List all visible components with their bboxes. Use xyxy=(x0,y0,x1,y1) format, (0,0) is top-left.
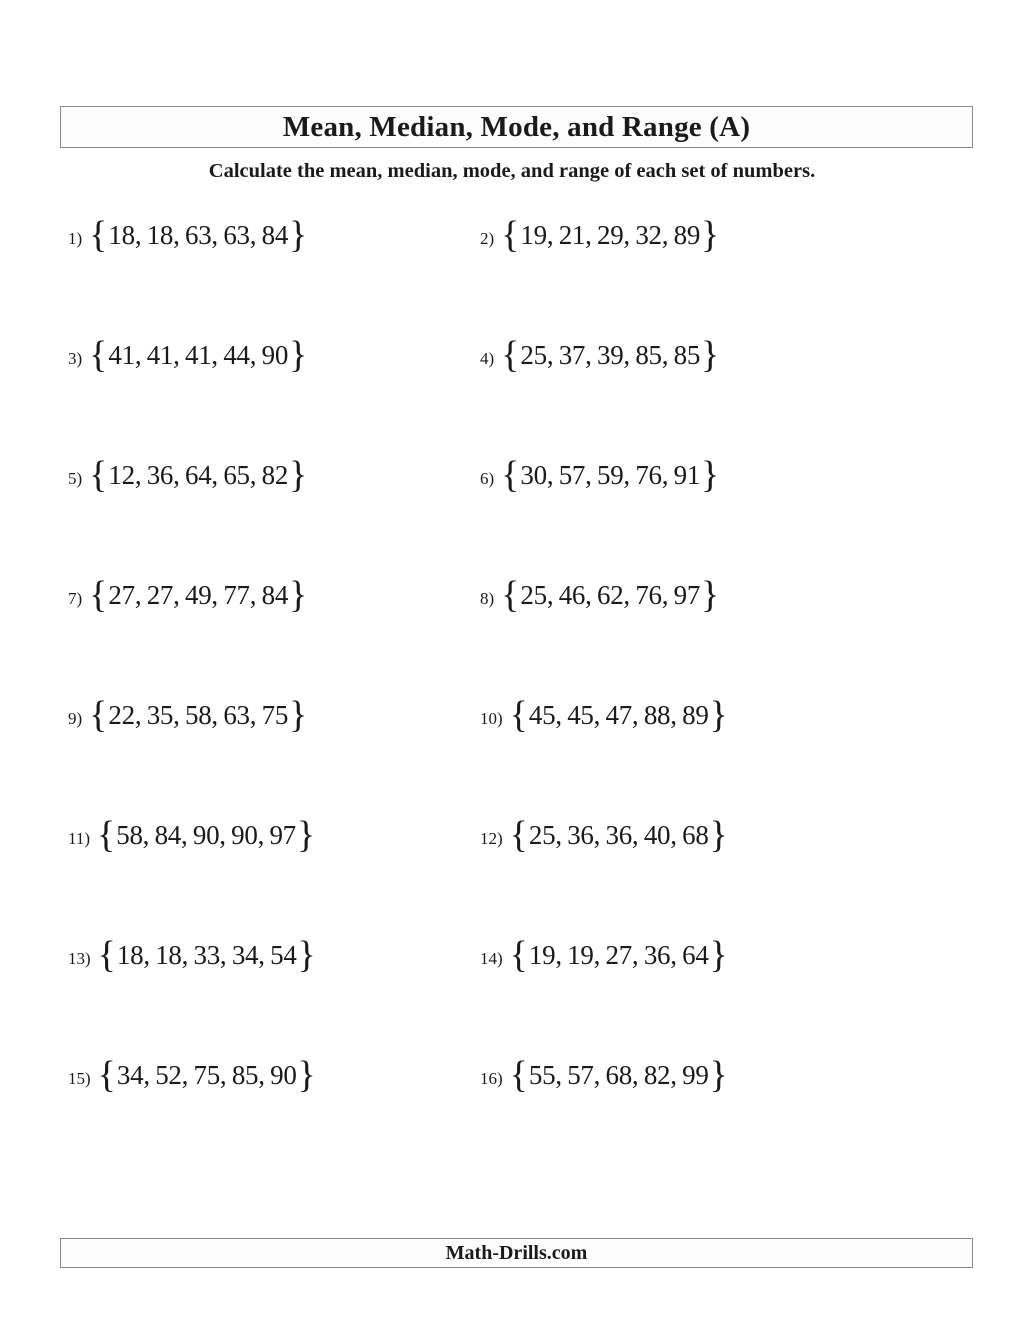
problem-values: 25, 46, 62, 76, 97 xyxy=(520,580,701,610)
problem-10: 10) { 45, 45, 47, 88, 89 } xyxy=(480,694,728,736)
problem-number: 13) xyxy=(68,949,91,968)
problem-number: 15) xyxy=(68,1069,91,1088)
problem-values: 30, 57, 59, 76, 91 xyxy=(520,460,701,490)
problem-number: 11) xyxy=(68,829,91,848)
problem-number: 8) xyxy=(480,589,495,608)
problem-number: 2) xyxy=(480,229,495,248)
problem-number: 1) xyxy=(68,229,83,248)
problem-4: 4) { 25, 37, 39, 85, 85 } xyxy=(480,334,720,376)
problem-values: 19, 19, 27, 36, 64 xyxy=(528,940,709,970)
problem-14: 14) { 19, 19, 27, 36, 64 } xyxy=(480,934,728,976)
problem-number: 5) xyxy=(68,469,83,488)
problem-16: 16) { 55, 57, 68, 82, 99 } xyxy=(480,1054,728,1096)
title-box xyxy=(60,106,973,148)
problem-values: 25, 36, 36, 40, 68 xyxy=(528,820,709,850)
problem-values: 45, 45, 47, 88, 89 xyxy=(528,700,709,730)
problem-11: 11) { 58, 84, 90, 90, 97 } xyxy=(68,814,316,856)
problem-values: 18, 18, 63, 63, 84 xyxy=(108,220,289,250)
problem-number: 9) xyxy=(68,709,83,728)
problems-grid xyxy=(68,214,964,1180)
problem-9: 9) { 22, 35, 58, 63, 75 } xyxy=(68,694,308,736)
problem-values: 25, 37, 39, 85, 85 xyxy=(520,340,701,370)
problem-5: 5) { 12, 36, 64, 65, 82 } xyxy=(68,454,308,496)
footer-site-name: Math-Drills.com xyxy=(445,1241,588,1264)
problem-values: 22, 35, 58, 63, 75 xyxy=(108,700,289,730)
problem-number: 3) xyxy=(68,349,83,368)
problem-number: 10) xyxy=(480,709,503,728)
instructions-text: Calculate the mean, median, mode, and range of each set of numbers. xyxy=(208,160,816,182)
problem-15: 15) { 34, 52, 75, 85, 90 } xyxy=(68,1054,316,1096)
problem-6: 6) { 30, 57, 59, 76, 91 } xyxy=(480,454,720,496)
footer-box xyxy=(60,1238,973,1268)
problem-12: 12) { 25, 36, 36, 40, 68 } xyxy=(480,814,728,856)
problem-8: 8) { 25, 46, 62, 76, 97 } xyxy=(480,574,720,616)
problem-values: 19, 21, 29, 32, 89 xyxy=(520,220,701,250)
problem-number: 12) xyxy=(480,829,503,848)
problem-number: 14) xyxy=(480,949,503,968)
problem-values: 58, 84, 90, 90, 97 xyxy=(116,820,296,850)
problem-1: 1) { 18, 18, 63, 63, 84 } xyxy=(68,214,308,256)
problem-number: 7) xyxy=(68,589,83,608)
problem-values: 34, 52, 75, 85, 90 xyxy=(116,1060,297,1090)
problem-values: 27, 27, 49, 77, 84 xyxy=(108,580,289,610)
problem-values: 55, 57, 68, 82, 99 xyxy=(528,1060,709,1090)
problem-values: 18, 18, 33, 34, 54 xyxy=(116,940,297,970)
problem-number: 4) xyxy=(480,349,495,368)
problem-13: 13) { 18, 18, 33, 34, 54 } xyxy=(68,934,316,976)
problem-7: 7) { 27, 27, 49, 77, 84 } xyxy=(68,574,308,616)
problem-3: 3) { 41, 41, 41, 44, 90 } xyxy=(68,334,308,376)
problem-number: 16) xyxy=(480,1069,503,1088)
problem-values: 12, 36, 64, 65, 82 xyxy=(108,460,289,490)
problem-2: 2) { 19, 21, 29, 32, 89 } xyxy=(480,214,720,256)
worksheet-title: Mean, Median, Mode, and Range (A) xyxy=(282,110,751,143)
problem-number: 6) xyxy=(480,469,495,488)
problem-values: 41, 41, 41, 44, 90 xyxy=(108,340,289,370)
